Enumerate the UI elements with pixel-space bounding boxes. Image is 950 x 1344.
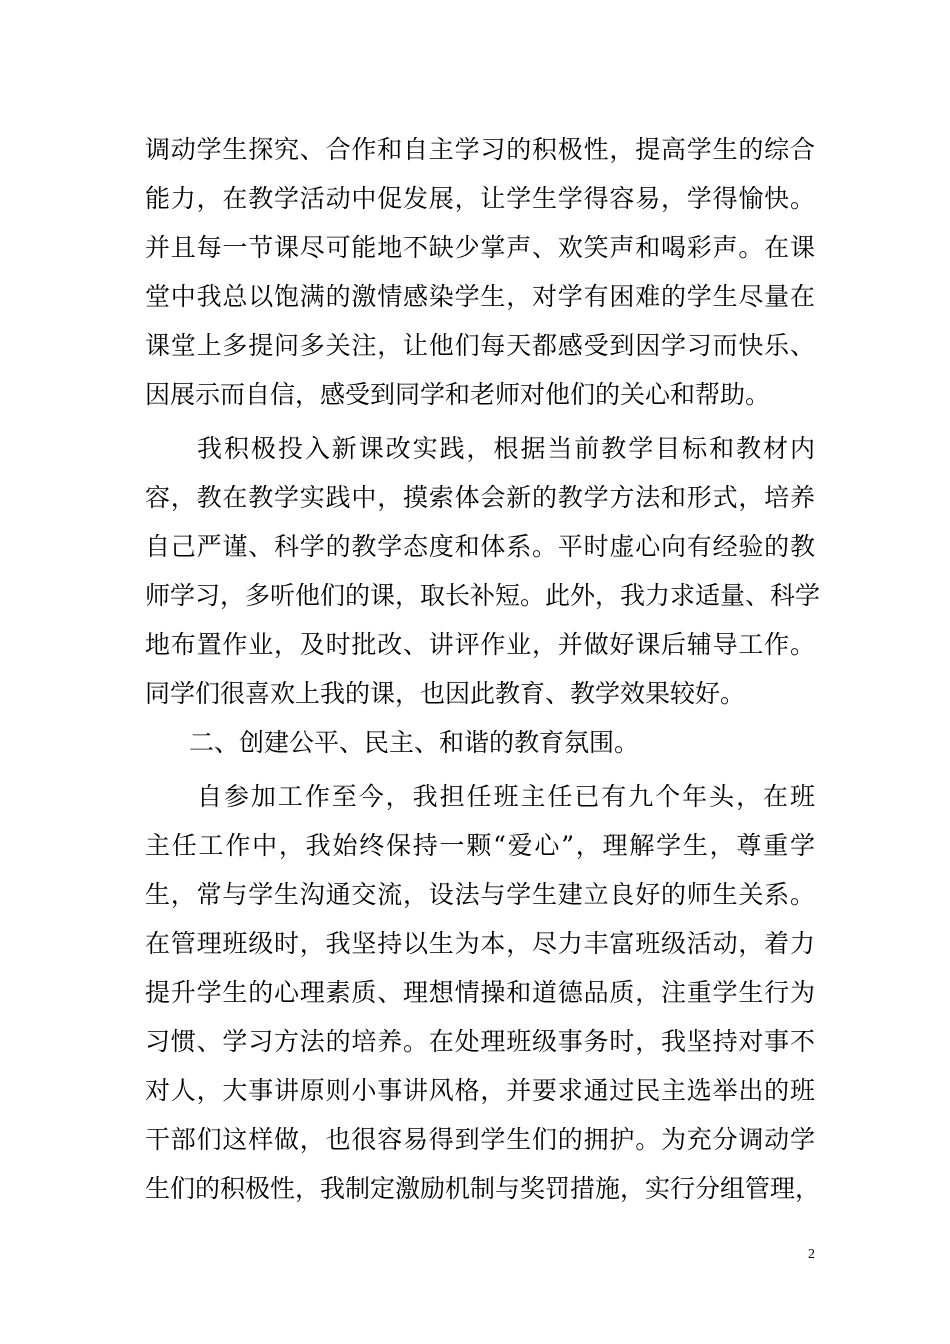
body-text-line: 堂中我总以饱满的激情感染学生，对学有困难的学生尽量在 <box>145 282 815 311</box>
page-number: 2 <box>808 1247 815 1262</box>
body-text-line: 在管理班级时，我坚持以生为本，尽力丰富班级活动，着力 <box>145 929 815 958</box>
body-text-line: 主任工作中，我始终保持一颗“爱心”，理解学生，尊重学 <box>145 831 815 860</box>
body-text-line: 能力，在教学活动中促发展，让学生学得容易，学得愉快。 <box>145 184 815 213</box>
body-text-line: 地布置作业，及时批改、讲评作业，并做好课后辅导工作。 <box>145 630 815 659</box>
body-text-line: 生，常与学生沟通交流，设法与学生建立良好的师生关系。 <box>145 880 815 909</box>
body-text-line: 容，教在教学实践中，摸索体会新的教学方法和形式，培养 <box>145 483 815 512</box>
body-text-line: 课堂上多提问多关注，让他们每天都感受到因学习而快乐、 <box>145 331 815 360</box>
paragraph-first-line: 我积极投入新课改实践，根据当前教学目标和教材内 <box>197 434 815 463</box>
body-text-line: 提升学生的心理素质、理想情操和道德品质，注重学生行为 <box>145 978 815 1007</box>
paragraph-first-line: 自参加工作至今，我担任班主任已有九个年头，在班 <box>197 782 815 811</box>
body-text-line: 师学习，多听他们的课，取长补短。此外，我力求适量、科学 <box>145 581 821 610</box>
body-text-line: 干部们这样做，也很容易得到学生们的拥护。为充分调动学 <box>145 1125 815 1154</box>
body-text-line: 并且每一节课尽可能地不缺少掌声、欢笑声和喝彩声。在课 <box>145 233 815 262</box>
body-text-line: 生们的积极性，我制定激励机制与奖罚措施，实行分组管理， <box>145 1174 821 1203</box>
body-text-line: 自己严谨、科学的教学态度和体系。平时虚心向有经验的教 <box>145 532 815 561</box>
section-heading: 二、创建公平、民主、和谐的教育氛围。 <box>189 728 640 757</box>
body-text-line: 因展示而自信，感受到同学和老师对他们的关心和帮助。 <box>145 380 771 409</box>
body-text-line: 对人，大事讲原则小事讲风格，并要求通过民主选举出的班 <box>145 1076 815 1105</box>
body-text-line: 同学们很喜欢上我的课，也因此教育、教学效果较好。 <box>145 679 746 708</box>
body-text-line: 习惯、学习方法的培养。在处理班级事务时，我坚持对事不 <box>145 1027 815 1056</box>
body-text-line: 调动学生探究、合作和自主学习的积极性，提高学生的综合 <box>145 135 815 164</box>
